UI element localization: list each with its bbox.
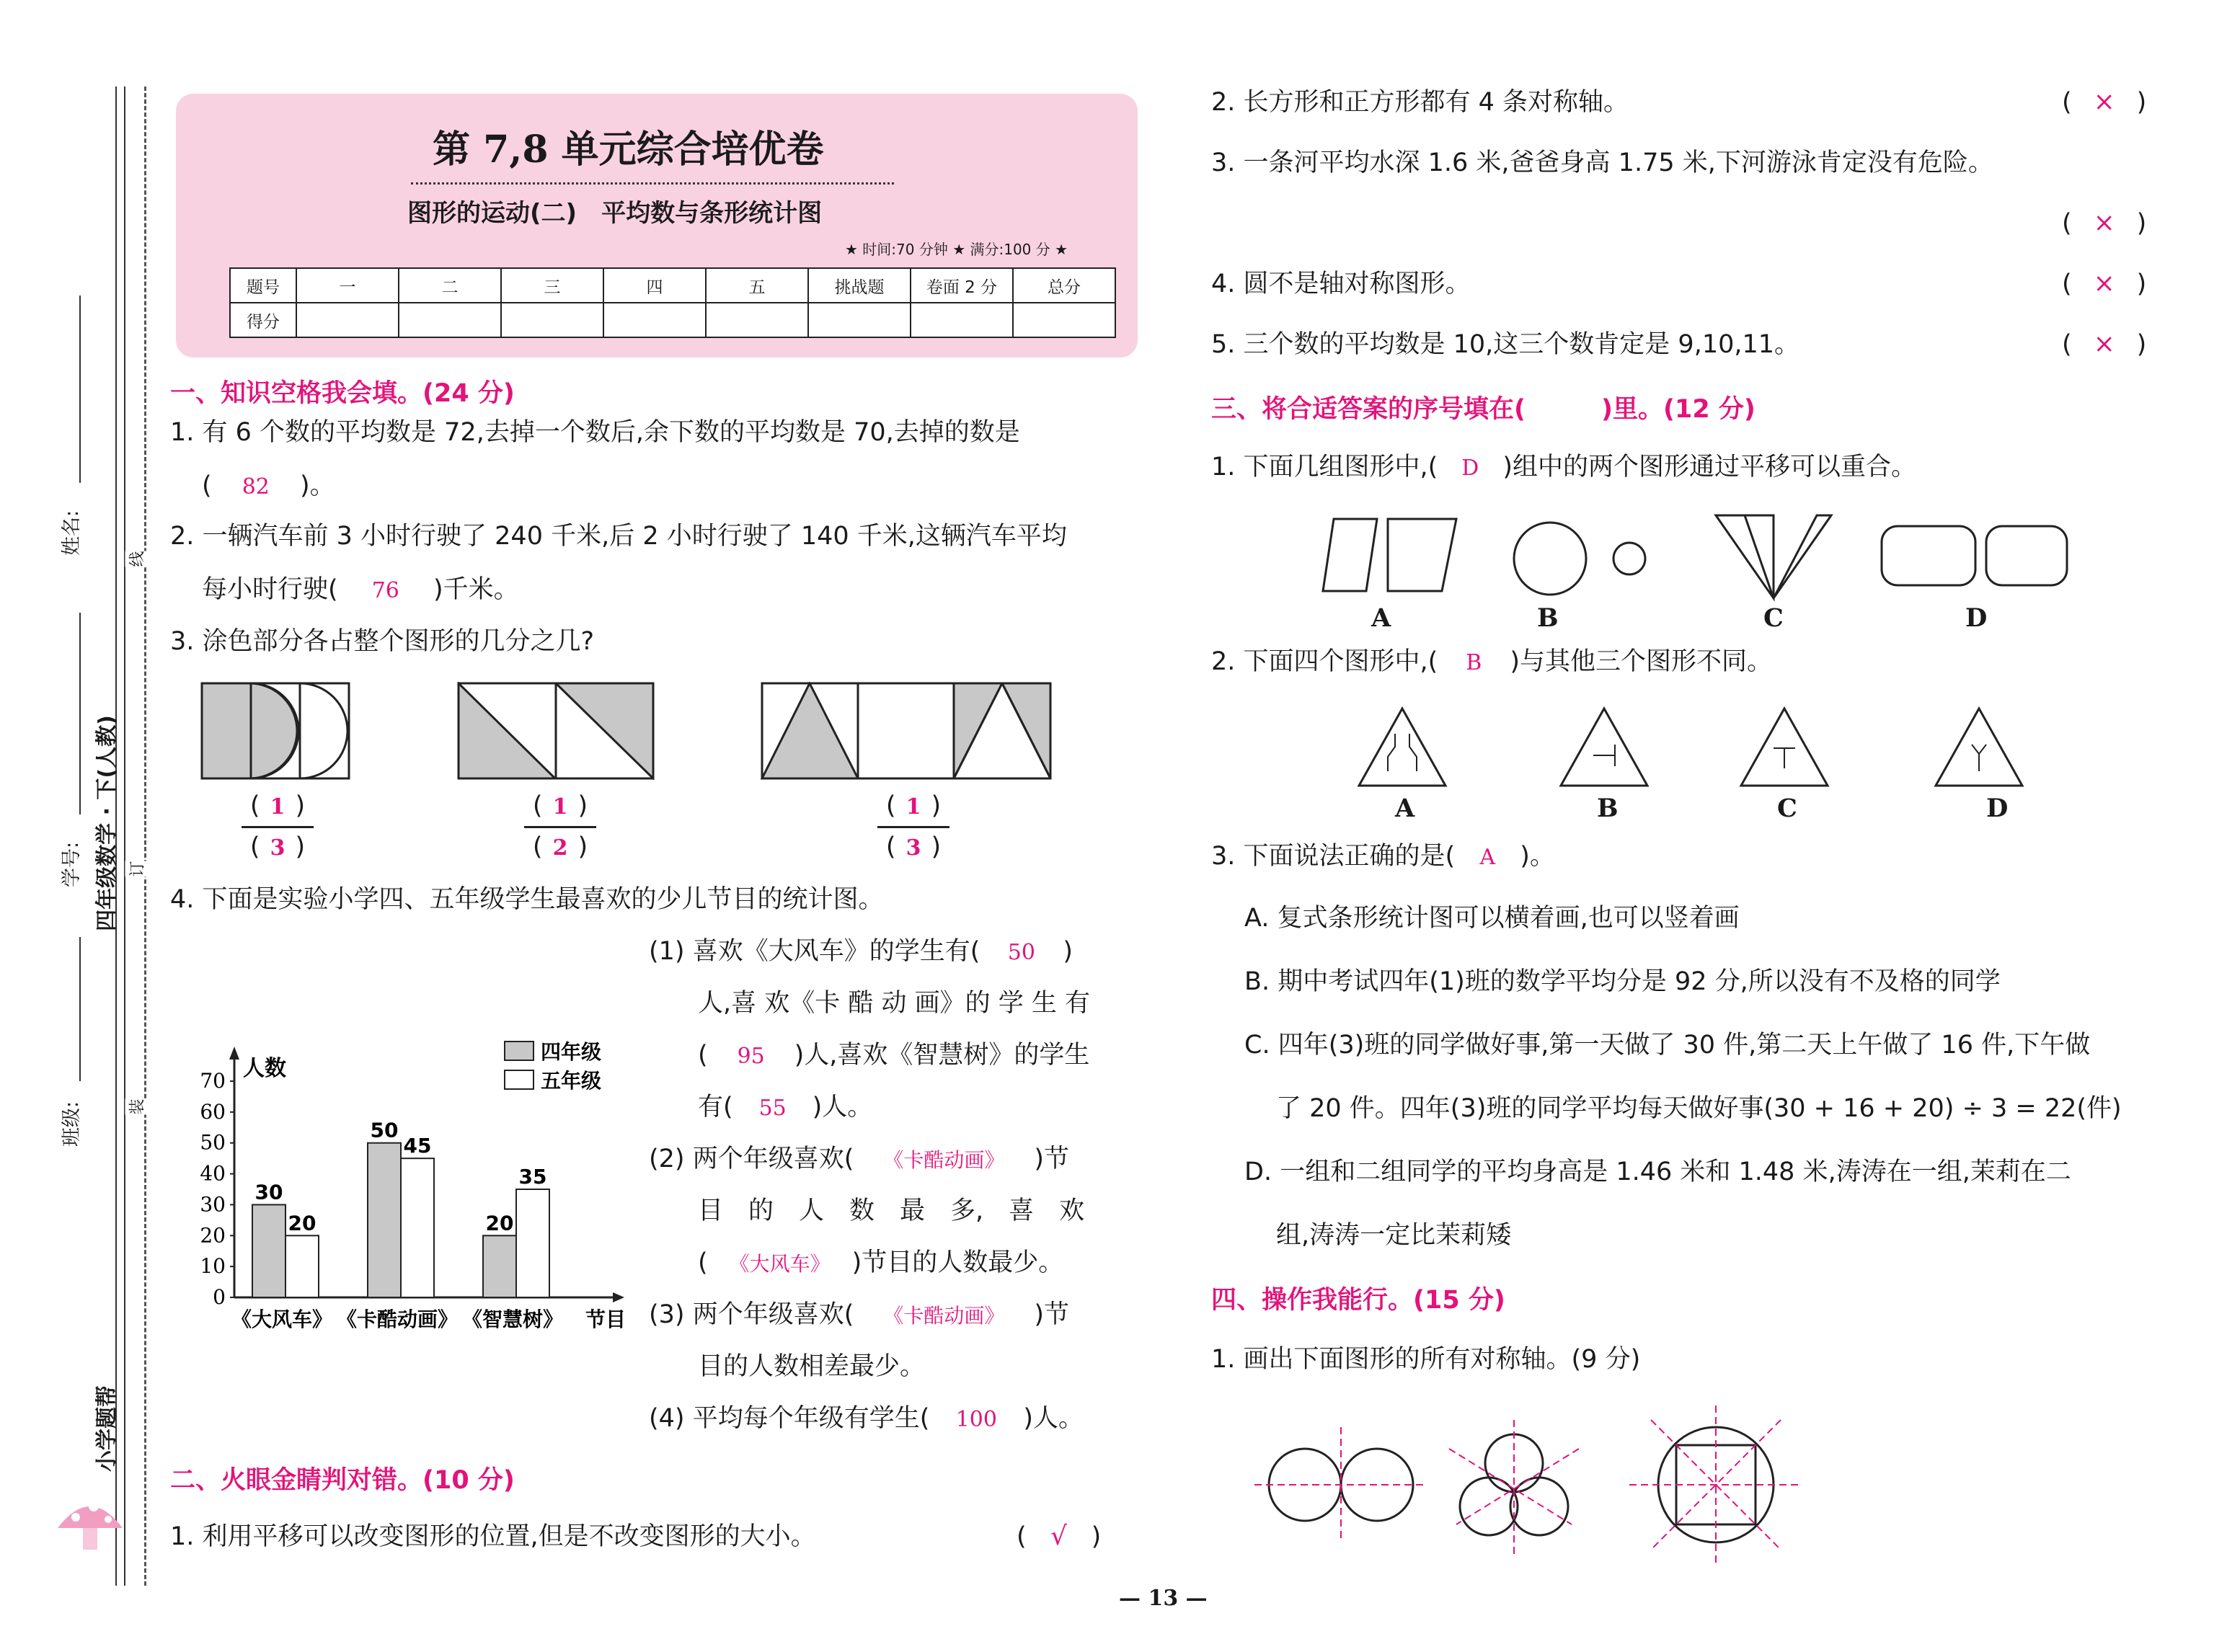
- bar-chart: [195, 1023, 627, 1333]
- s3-q3-answer[interactable]: A: [1479, 845, 1496, 870]
- s2-item-2: 2. 长方形和正方形都有 4 条对称轴。: [1211, 88, 1629, 117]
- symmetry-figures: [1226, 1405, 1874, 1607]
- score-cell-blank[interactable]: [1013, 303, 1115, 337]
- class-label: 班级:: [61, 1101, 84, 1147]
- data-label: 50: [370, 1118, 399, 1142]
- s4-q1: 1. 画出下面图形的所有对称轴。(9 分): [1211, 1345, 1641, 1374]
- fraction-2: ( 1 ) ( 2 ): [521, 790, 600, 864]
- fraction-figure-1: [200, 682, 352, 780]
- answer-dafengche[interactable]: 50: [1007, 940, 1035, 965]
- bar: [401, 1158, 434, 1297]
- legend-swatch: [505, 1070, 533, 1089]
- score-cell-blank[interactable]: [296, 303, 399, 337]
- section2-title: 二、火眼金睛判对错。(10 分): [170, 1466, 515, 1495]
- s3-q3-option-a: A. 复式条形统计图可以横着画,也可以竖着画: [1244, 904, 1740, 933]
- s3-q2: 2. 下面四个图形中,( B )与其他三个图形不同。: [1211, 646, 1772, 679]
- s1-q1-answer[interactable]: 82: [242, 474, 270, 499]
- score-cell-header: 挑战题: [808, 268, 911, 303]
- s2-item-4-paren: ( × ): [2062, 269, 2147, 298]
- score-cell-blank[interactable]: [808, 303, 911, 337]
- s2-item-1: 1. 利用平移可以改变图形的位置,但是不改变图形的大小。: [170, 1522, 816, 1551]
- bar: [285, 1235, 319, 1297]
- y-tick-label: 30: [200, 1192, 226, 1217]
- section1-title: 一、知识空格我会填。(24 分): [170, 379, 515, 408]
- s3-q1-label-b: B: [1537, 603, 1559, 633]
- s1-q2-line1: 2. 一辆汽车前 3 小时行驶了 240 千米,后 2 小时行驶了 140 千米,这辆汽车平均: [170, 522, 1067, 551]
- answer-least[interactable]: 《大风车》: [729, 1252, 831, 1276]
- s1-q3-text: 3. 涂色部分各占整个图形的几分之几?: [170, 627, 595, 656]
- margin-rule-2: [124, 86, 125, 1586]
- score-cell-header: 三: [501, 268, 603, 303]
- data-label: 35: [518, 1165, 547, 1189]
- s1-q4-1-line4: 有( 55 )人。: [698, 1091, 872, 1124]
- s3-q1-label-d: D: [1965, 603, 1988, 633]
- category-label: 《智慧树》: [461, 1307, 564, 1331]
- s3-q3: 3. 下面说法正确的是( A )。: [1211, 840, 1555, 874]
- s1-q4-2-line3: ( 《大风车》 )节目的人数最少。: [698, 1247, 1063, 1280]
- answer-zhihuishu[interactable]: 55: [758, 1096, 787, 1121]
- score-cell-blank[interactable]: [603, 303, 706, 337]
- s1-q4-4-line: (4) 平均每个年级有学生( 100 )人。: [649, 1403, 1084, 1436]
- s1-q4-1-line1: (1) 喜欢《大风车》的学生有( 50 ): [649, 936, 1073, 969]
- answer-diff[interactable]: 《卡酷动画》: [883, 1304, 1005, 1328]
- score-cell-blank[interactable]: [399, 303, 501, 337]
- s1-q1-line1: 1. 有 6 个数的平均数是 72,去掉一个数后,余下数的平均数是 70,去掉的数是: [170, 418, 1020, 447]
- s1-q1-line2: ( 82 )。: [202, 470, 335, 503]
- score-cell-label: 得分: [230, 303, 296, 337]
- s3-q2-answer[interactable]: B: [1466, 650, 1482, 675]
- y-tick-label: 20: [200, 1223, 226, 1248]
- s2-item-2-paren: ( × ): [2062, 87, 2147, 117]
- x-axis-label: 节目: [585, 1307, 627, 1331]
- name-label: 姓名:: [61, 510, 84, 556]
- s3-q3-option-d1: D. 一组和二组同学的平均身高是 1.46 米和 1.48 米,涛涛在一组,茉莉在二: [1244, 1158, 2071, 1186]
- s1-q4-3-line2: 目的人数相差最少。: [698, 1352, 926, 1381]
- y-tick-label: 0: [213, 1285, 226, 1309]
- y-tick-label: 50: [200, 1130, 226, 1155]
- s1-q4-2-line1: (2) 两个年级喜欢( 《卡酷动画》 )节: [649, 1143, 1069, 1176]
- score-cell-blank[interactable]: [911, 303, 1013, 337]
- s3-q1: 1. 下面几组图形中,( D )组中的两个图形通过平移可以重合。: [1211, 451, 1916, 484]
- s3-q2-label-d: D: [1986, 794, 2009, 823]
- bar: [252, 1204, 285, 1297]
- y-axis-label: 人数: [243, 1056, 286, 1081]
- s2-item-1-paren: ( √ ): [1017, 1522, 1102, 1551]
- fraction-figure-2: [457, 682, 656, 780]
- s1-q4-1-line3: ( 95 )人,喜欢《智慧树》的学生: [698, 1039, 1089, 1073]
- answer-average[interactable]: 100: [955, 1407, 997, 1432]
- s3-q1-shapes: [1312, 505, 2091, 605]
- s1-q2-answer[interactable]: 76: [371, 578, 399, 603]
- data-label: 30: [254, 1180, 283, 1204]
- legend-swatch: [505, 1042, 533, 1060]
- s2-item-4: 4. 圆不是轴对称图形。: [1211, 270, 1471, 298]
- s3-q1-answer[interactable]: D: [1461, 456, 1479, 481]
- s3-q2-label-a: A: [1395, 794, 1415, 823]
- exam-meta: ★ 时间:70 分钟 ★ 满分:100 分 ★: [845, 241, 1068, 258]
- brand-label: 小学题帮: [94, 1385, 120, 1472]
- bind-mark-1: 装: [125, 1098, 148, 1114]
- s3-q1-label-a: A: [1371, 603, 1391, 633]
- score-cell-blank[interactable]: [501, 303, 603, 337]
- s2-item-5-mark[interactable]: ×: [2093, 329, 2115, 359]
- section4-title: 四、操作我能行。(15 分): [1211, 1286, 1505, 1315]
- s3-q2-label-b: B: [1597, 794, 1619, 823]
- x-axis-arrow: [613, 1292, 624, 1302]
- number-blank: [79, 613, 81, 814]
- s1-q4-text: 4. 下面是实验小学四、五年级学生最喜欢的少儿节目的统计图。: [170, 885, 884, 914]
- fraction-1: ( 1 ) ( 3 ): [238, 790, 317, 864]
- mushroom-logo-icon: [50, 1485, 130, 1557]
- bind-mark-3: 线: [125, 551, 148, 567]
- margin-dashed-rule: [144, 86, 148, 1586]
- score-cell-header: 五: [706, 268, 808, 303]
- score-table: [229, 267, 1116, 338]
- s2-item-4-mark[interactable]: ×: [2093, 269, 2115, 298]
- subject-label: 四年级数学 · 下(人教): [94, 715, 120, 931]
- data-label: 45: [403, 1134, 432, 1158]
- score-cell-header: 四: [603, 268, 706, 303]
- s2-item-5: 5. 三个数的平均数是 10,这三个数肯定是 9,10,11。: [1211, 330, 1800, 359]
- s3-q3-option-d2: 组,涛涛一定比茉莉矮: [1276, 1221, 1512, 1250]
- page-subtitle: 图形的运动(二) 平均数与条形统计图: [407, 199, 823, 228]
- category-label: 《大风车》: [231, 1307, 333, 1331]
- s1-q4-2-line2: 目 的 人 数 最 多, 喜 欢: [698, 1196, 1085, 1225]
- bind-mark-2: 订: [125, 861, 148, 876]
- s3-q1-label-c: C: [1763, 603, 1784, 633]
- score-cell-header: 题号: [230, 268, 296, 303]
- s2-item-3: 3. 一条河平均水深 1.6 米,爸爸身高 1.75 米,下河游泳肯定没有危险。: [1211, 148, 1993, 177]
- y-tick-label: 40: [200, 1161, 226, 1186]
- category-label: 《卡酷动画》: [336, 1307, 459, 1331]
- score-cell-blank[interactable]: [706, 303, 808, 337]
- score-cell-header: 二: [399, 268, 501, 303]
- name-blank: [79, 296, 81, 483]
- s2-item-3-mark[interactable]: ×: [2093, 208, 2115, 238]
- title-underline: [411, 182, 894, 185]
- score-cell-header: 一: [296, 268, 399, 303]
- y-axis-arrow: [229, 1047, 239, 1060]
- data-label: 20: [288, 1211, 316, 1235]
- answer-kaku[interactable]: 95: [737, 1044, 765, 1069]
- page-number: — 13 —: [1119, 1586, 1208, 1611]
- fraction-3: ( 1 ) ( 3 ): [874, 790, 953, 864]
- bar: [483, 1235, 516, 1297]
- y-tick-label: 70: [200, 1069, 226, 1093]
- score-cell-header: 总分: [1013, 268, 1115, 303]
- data-label: 20: [485, 1211, 514, 1235]
- s2-item-2-mark[interactable]: ×: [2093, 87, 2115, 117]
- s3-q3-option-c2: 了 20 件。四年(3)班的同学平均每天做好事(30 + 16 + 20) ÷ 3 = 22(件): [1276, 1094, 2122, 1123]
- bar: [516, 1189, 549, 1297]
- fraction-figure-3: [761, 682, 1052, 780]
- section3-title: 三、将合适答案的序号填在( )里。(12 分): [1211, 395, 1756, 424]
- s2-item-5-paren: ( × ): [2062, 329, 2147, 359]
- s3-q2-triangles: [1355, 705, 2047, 791]
- score-cell-header: 卷面 2 分: [911, 268, 1013, 303]
- y-tick-label: 60: [200, 1099, 226, 1124]
- y-tick-label: 10: [200, 1254, 226, 1279]
- page-title: 第 7,8 单元综合培优卷: [433, 128, 824, 172]
- s2-item-3-paren: ( × ): [2062, 208, 2147, 238]
- s2-item-1-mark[interactable]: √: [1050, 1522, 1068, 1551]
- number-label: 学号:: [61, 841, 84, 888]
- legend-label: 四年级: [541, 1040, 602, 1064]
- legend-label: 五年级: [541, 1069, 602, 1093]
- s3-q3-option-c1: C. 四年(3)班的同学做好事,第一天做了 30 件,第二天上午做了 16 件,下午做: [1244, 1031, 2091, 1060]
- class-blank: [79, 937, 81, 1081]
- answer-most[interactable]: 《卡酷动画》: [883, 1148, 1005, 1172]
- s1-q4-3-line1: (3) 两个年级喜欢( 《卡酷动画》 )节: [649, 1299, 1069, 1332]
- s3-q3-option-b: B. 期中考试四年(1)班的数学平均分是 92 分,所以没有不及格的同学: [1244, 967, 2001, 996]
- s1-q4-1-line2: 人,喜 欢《卡 酷 动 画》的 学 生 有: [698, 989, 1091, 1018]
- bar: [368, 1143, 401, 1297]
- s3-q2-label-c: C: [1777, 794, 1797, 823]
- s1-q2-line2: 每小时行驶( 76 )千米。: [202, 574, 519, 607]
